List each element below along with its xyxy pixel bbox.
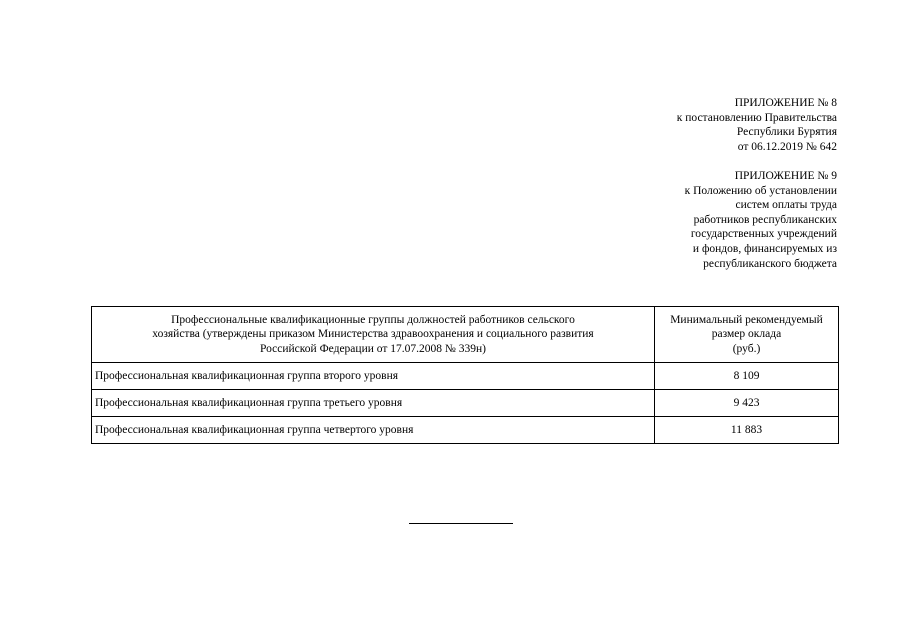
appendix-9-line: работников республиканских bbox=[693, 213, 837, 226]
salary-cell: 9 423 bbox=[655, 390, 839, 417]
document-end-divider bbox=[409, 523, 513, 524]
table-row bbox=[92, 390, 839, 417]
header-text-line: Минимальный рекомендуемый bbox=[670, 314, 823, 327]
table-header-row bbox=[92, 307, 839, 363]
appendix-8-line: Республики Бурятия bbox=[736, 126, 837, 139]
salary-table bbox=[91, 306, 839, 444]
appendix-8-heading bbox=[677, 96, 837, 154]
column-header-qualification-group bbox=[92, 307, 655, 363]
table-row bbox=[92, 363, 839, 390]
appendix-8-line: к постановлению Правительства bbox=[676, 111, 837, 124]
appendix-9-line: и фондов, финансируемых из bbox=[692, 242, 837, 255]
appendix-9-line: к Положению об установлении bbox=[684, 184, 837, 197]
salary-cell: 11 883 bbox=[655, 417, 839, 444]
appendix-9-title: ПРИЛОЖЕНИЕ № 9 bbox=[734, 170, 837, 182]
appendix-8-date: от 06.12.2019 № 642 bbox=[737, 140, 837, 153]
header-text-line: хозяйства (утверждены приказом Министерства здравоохранения и социального развития bbox=[152, 328, 594, 341]
table-row bbox=[92, 417, 839, 444]
header-text-line: размер оклада bbox=[711, 328, 782, 341]
qualification-group-cell: Профессиональная квалификационная группа третьего уровня bbox=[92, 390, 655, 417]
column-header-min-salary bbox=[655, 307, 839, 363]
appendix-9-line: республиканского бюджета bbox=[703, 257, 837, 270]
appendix-9-line: систем оплаты труда bbox=[735, 199, 837, 212]
qualification-group-cell: Профессиональная квалификационная группа четвертого уровня bbox=[92, 417, 655, 444]
salary-cell: 8 109 bbox=[655, 363, 839, 390]
appendix-9-heading bbox=[685, 169, 837, 271]
header-text-line: Российской Федерации от 17.07.2008 № 339н) bbox=[260, 342, 486, 355]
appendix-9-line: государственных учреждений bbox=[690, 228, 837, 241]
header-text-line: (руб.) bbox=[732, 342, 761, 355]
header-text-line: Профессиональные квалификационные группы должностей работников сельского bbox=[171, 314, 575, 327]
qualification-group-cell: Профессиональная квалификационная группа второго уровня bbox=[92, 363, 655, 390]
appendix-8-title: ПРИЛОЖЕНИЕ № 8 bbox=[734, 97, 837, 109]
